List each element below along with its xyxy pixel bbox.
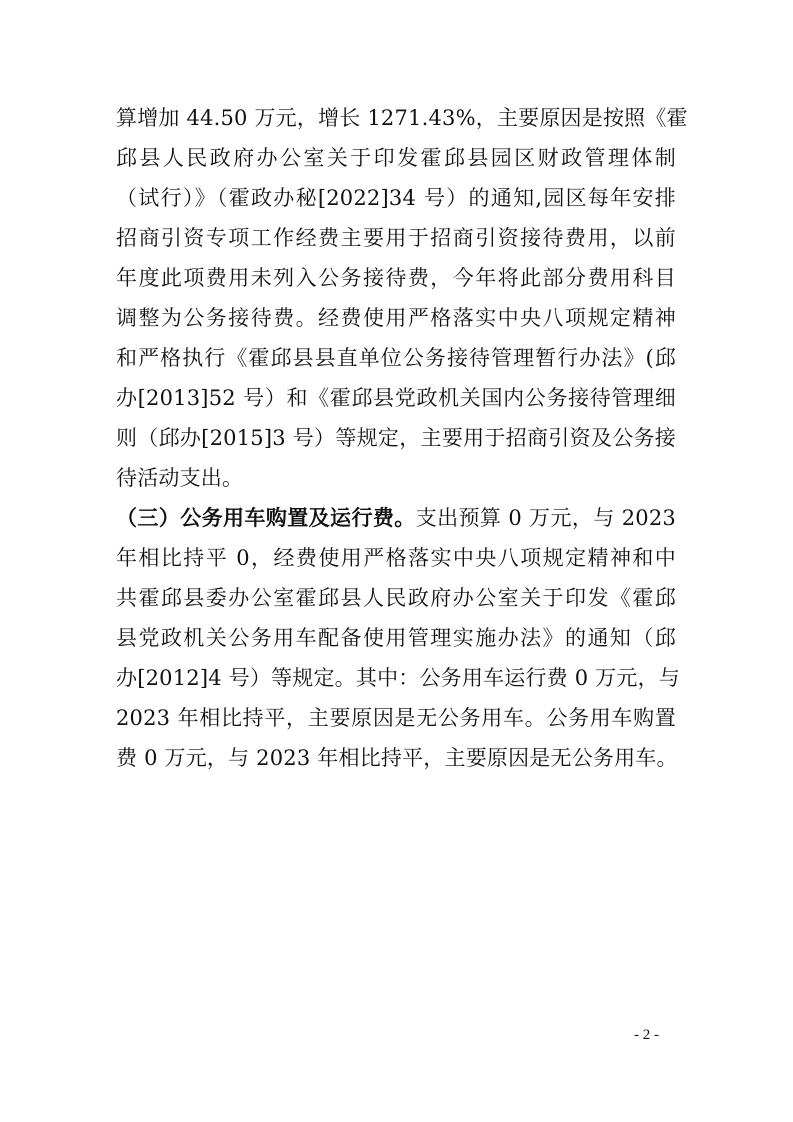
paragraph-line: 邱县人民政府办公室关于印发霍邱县园区财政管理体制 xyxy=(116,146,676,170)
paragraph-line: 和严格执行《霍邱县县直单位公务接待管理暂行办法》(邱 xyxy=(116,346,676,370)
paragraph-line: 招商引资专项工作经费主要用于招商引资接待费用，以前 xyxy=(116,226,676,250)
paragraph-line: 县党政机关公务用车配备使用管理实施办法》的通知（邱 xyxy=(116,626,676,650)
page-number: - 2 - xyxy=(634,1027,659,1043)
paragraph-line: 年相比持平 0，经费使用严格落实中央八项规定精神和中 xyxy=(116,546,676,570)
paragraph-line: 办[2012]4 号）等规定。其中：公务用车运行费 0 万元，与 xyxy=(116,666,680,690)
paragraph-line: （试行）》（霍政办秘[2022]34 号）的通知,园区每年安排 xyxy=(116,186,676,210)
paragraph-line: 费 0 万元，与 2023 年相比持平，主要原因是无公务用车。 xyxy=(116,746,678,770)
paragraph-line: 年度此项费用未列入公务接待费，今年将此部分费用科目 xyxy=(116,266,676,290)
paragraph-line: 2023 年相比持平，主要原因是无公务用车。公务用车购置 xyxy=(116,706,676,730)
paragraph-line: 办[2013]52 号）和《霍邱县党政机关国内公务接待管理细 xyxy=(116,386,676,410)
body-text xyxy=(116,98,688,778)
section-three-first-line xyxy=(116,498,676,538)
paragraph-line: 共霍邱县委办公室霍邱县人民政府办公室关于印发《霍邱 xyxy=(116,586,676,610)
paragraph-line: 则（邱办[2015]3 号）等规定，主要用于招商引资及公务接 xyxy=(116,426,676,450)
paragraph-line: 算增加 44.50 万元，增长 1271.43%，主要原因是按照《霍 xyxy=(116,106,688,130)
paragraph-line: 待活动支出。 xyxy=(116,466,244,490)
section-heading: （三）公务用车购置及运行费。 xyxy=(116,505,416,530)
section-three-intro: 支出预算 0 万元，与 2023 xyxy=(415,506,676,530)
paragraph-line: 调整为公务接待费。经费使用严格落实中央八项规定精神 xyxy=(116,306,676,330)
